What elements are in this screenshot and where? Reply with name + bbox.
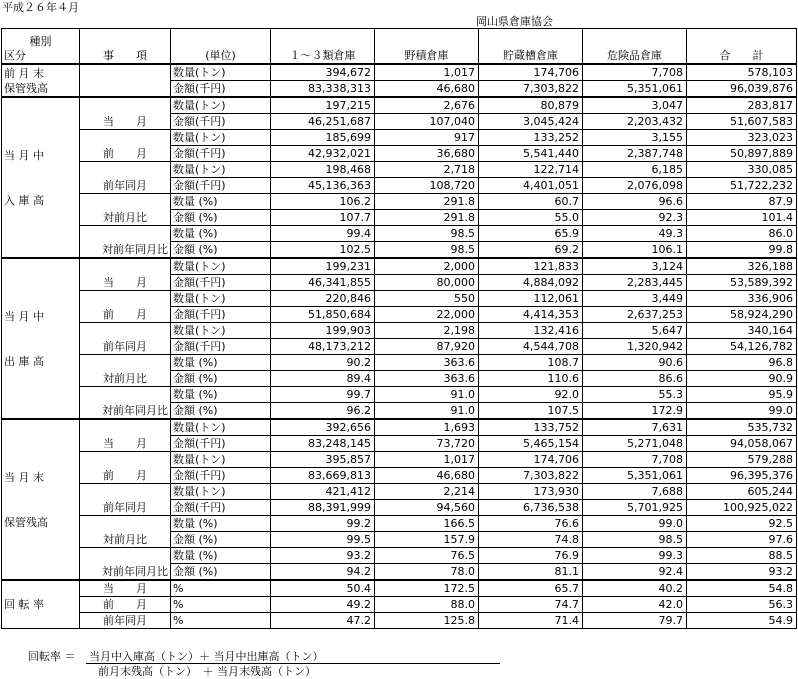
item-label: 対前月比 [80,516,171,548]
value-cell: 121,833 [479,258,583,275]
unit-cell: 金額(千円) [171,500,271,516]
table-row [2,419,797,436]
unit-cell: 金額 (%) [171,403,271,420]
value-cell: 99.2 [271,516,375,532]
value-cell: 5,271,048 [583,436,687,452]
value-cell: 1,017 [375,64,479,81]
value-cell: 49.3 [583,226,687,242]
value-cell: 106.1 [583,242,687,259]
header-col2: 野積倉庫 [375,29,479,65]
value-cell: 108.7 [479,355,583,371]
value-cell: 88.5 [687,548,797,564]
value-cell: 5,701,925 [583,500,687,516]
value-cell: 100,925,022 [687,500,797,516]
header-unit: (単位) [171,29,271,65]
value-cell: 1,693 [375,419,479,436]
value-cell: 3,047 [583,97,687,114]
value-cell: 112,061 [479,291,583,307]
value-cell: 89.4 [271,371,375,387]
value-cell: 326,188 [687,258,797,275]
section-label: 当 月 中 [4,309,44,323]
table-row [2,613,797,629]
unit-cell: % [171,580,271,597]
value-cell: 291.8 [375,194,479,210]
value-cell: 185,699 [271,130,375,146]
header-kind [2,29,80,65]
value-cell: 394,672 [271,64,375,81]
value-cell: 86.0 [687,226,797,242]
value-cell: 7,303,822 [479,468,583,484]
value-cell: 5,647 [583,323,687,339]
value-cell: 91.0 [375,403,479,420]
value-cell: 6,185 [583,162,687,178]
value-cell: 71.4 [479,613,583,629]
item-label: 対前年同月比 [80,226,171,259]
value-cell: 172.5 [375,580,479,597]
value-cell: 166.5 [375,516,479,532]
value-cell: 74.7 [479,597,583,613]
value-cell: 98.5 [375,226,479,242]
value-cell: 54,126,782 [687,339,797,355]
value-cell: 48,173,212 [271,339,375,355]
value-cell: 83,338,313 [271,81,375,98]
value-cell: 3,045,424 [479,114,583,130]
turnover-formula [28,650,324,678]
spacer [4,324,77,354]
value-cell: 97.6 [687,532,797,548]
item-label: 前 月 [80,130,171,162]
value-cell: 86.6 [583,371,687,387]
value-cell: 605,244 [687,484,797,500]
value-cell: 58,924,290 [687,307,797,323]
unit-cell: 金額 (%) [171,371,271,387]
value-cell: 80,000 [375,275,479,291]
value-cell: 92.0 [479,387,583,403]
organization-name: 岡山県倉庫協会 [476,15,553,28]
value-cell: 7,708 [583,64,687,81]
value-cell: 108,720 [375,178,479,194]
section-in [2,97,80,258]
unit-cell: 数量 (%) [171,387,271,403]
value-cell: 1,017 [375,452,479,468]
value-cell: 46,251,687 [271,114,375,130]
value-cell: 56.3 [687,597,797,613]
value-cell: 7,708 [583,452,687,468]
value-cell: 3,124 [583,258,687,275]
value-cell: 96.2 [271,403,375,420]
unit-cell: 数量(トン) [171,323,271,339]
unit-cell: 金額 (%) [171,242,271,259]
spacer [4,485,77,515]
value-cell: 3,155 [583,130,687,146]
unit-cell: 数量 (%) [171,516,271,532]
table-row [2,194,797,210]
table-row [2,258,797,275]
item-label: 当 月 [80,580,171,597]
table-row [2,516,797,532]
item-label: 当 月 [80,258,171,291]
table-row [2,64,797,81]
value-cell: 95.9 [687,387,797,403]
value-cell: 1,320,942 [583,339,687,355]
value-cell: 4,884,092 [479,275,583,291]
unit-cell: % [171,613,271,629]
value-cell: 283,817 [687,97,797,114]
section-label: 保管残高 [4,515,48,529]
value-cell: 74.8 [479,532,583,548]
value-cell: 102.5 [271,242,375,259]
value-cell: 421,412 [271,484,375,500]
value-cell: 2,203,432 [583,114,687,130]
value-cell: 157.9 [375,532,479,548]
value-cell: 2,198 [375,323,479,339]
table-row [2,97,797,114]
item-label: 対前月比 [80,194,171,226]
value-cell: 93.2 [687,564,797,581]
value-cell: 340,164 [687,323,797,339]
value-cell: 132,416 [479,323,583,339]
value-cell: 2,000 [375,258,479,275]
unit-cell: 金額 (%) [171,210,271,226]
value-cell: 133,252 [479,130,583,146]
value-cell: 83,248,145 [271,436,375,452]
unit-cell: 数量(トン) [171,130,271,146]
item-label: 前年同月 [80,323,171,355]
table-row [2,548,797,564]
value-cell: 40.2 [583,580,687,597]
value-cell: 42,932,021 [271,146,375,162]
value-cell: 96.6 [583,194,687,210]
value-cell: 51,722,232 [687,178,797,194]
value-cell: 5,351,061 [583,468,687,484]
value-cell: 535,732 [687,419,797,436]
value-cell: 172.9 [583,403,687,420]
value-cell: 6,736,538 [479,500,583,516]
value-cell: 91.0 [375,387,479,403]
value-cell: 4,544,708 [479,339,583,355]
table-row [2,130,797,146]
table-row [2,387,797,403]
value-cell: 99.8 [687,242,797,259]
value-cell: 87.9 [687,194,797,210]
unit-cell: 数量 (%) [171,226,271,242]
item-label: 前年同月 [80,484,171,516]
value-cell: 578,103 [687,64,797,81]
header-col4: 危険品倉庫 [583,29,687,65]
value-cell: 7,303,822 [479,81,583,98]
value-cell: 4,414,353 [479,307,583,323]
value-cell: 73,720 [375,436,479,452]
value-cell: 88.0 [375,597,479,613]
value-cell: 55.0 [479,210,583,226]
value-cell: 98.5 [583,532,687,548]
table-row [2,355,797,371]
unit-cell: 金額 (%) [171,532,271,548]
item-label: 前 月 [80,597,171,613]
value-cell: 2,076,098 [583,178,687,194]
value-cell: 5,541,440 [479,146,583,162]
unit-cell: 数量 (%) [171,355,271,371]
table-row [2,580,797,597]
formula-numerator: 当月中入庫高（トン）＋ 当月中出庫高（トン） [89,650,324,663]
value-cell: 96.8 [687,355,797,371]
value-cell: 81.1 [479,564,583,581]
table-row [2,162,797,178]
value-cell: 54.8 [687,580,797,597]
unit-cell: 金額(千円) [171,339,271,355]
value-cell: 76.9 [479,548,583,564]
header-kind-line2: 区分 [4,49,26,62]
section-label: 前 月 末 [4,66,44,80]
item-blank [80,64,171,97]
value-cell: 92.3 [583,210,687,226]
item-label: 当 月 [80,419,171,452]
table-row [2,291,797,307]
item-label: 前年同月 [80,162,171,194]
value-cell: 2,214 [375,484,479,500]
value-cell: 330,085 [687,162,797,178]
unit-cell: 数量(トン) [171,162,271,178]
value-cell: 174,706 [479,452,583,468]
value-cell: 197,215 [271,97,375,114]
unit-cell: 金額(千円) [171,178,271,194]
value-cell: 579,288 [687,452,797,468]
header-col3: 貯蔵槽倉庫 [479,29,583,65]
section-end [2,419,80,580]
unit-cell: % [171,597,271,613]
value-cell: 125.8 [375,613,479,629]
value-cell: 46,341,855 [271,275,375,291]
value-cell: 92.5 [687,516,797,532]
value-cell: 107.7 [271,210,375,226]
unit-cell: 金額(千円) [171,307,271,323]
item-label: 対前月比 [80,355,171,387]
table-row [2,597,797,613]
value-cell: 46,680 [375,81,479,98]
value-cell: 98.5 [375,242,479,259]
value-cell: 80,879 [479,97,583,114]
value-cell: 199,903 [271,323,375,339]
value-cell: 173,930 [479,484,583,500]
value-cell: 78.0 [375,564,479,581]
value-cell: 45,136,363 [271,178,375,194]
formula-denominator: 前月末残高（トン） ＋ 当月末残高（トン） [98,665,316,678]
section-label: 出 庫 高 [4,354,44,368]
unit-cell: 数量(トン) [171,64,271,81]
value-cell: 83,669,813 [271,468,375,484]
value-cell: 336,906 [687,291,797,307]
value-cell: 50,897,889 [687,146,797,162]
value-cell: 2,718 [375,162,479,178]
value-cell: 99.4 [271,226,375,242]
value-cell: 2,283,445 [583,275,687,291]
value-cell: 92.4 [583,564,687,581]
value-cell: 107,040 [375,114,479,130]
value-cell: 42.0 [583,597,687,613]
section-prev_end [2,64,80,97]
unit-cell: 数量(トン) [171,291,271,307]
item-label: 対前年同月比 [80,548,171,581]
value-cell: 174,706 [479,64,583,81]
section-label: 入 庫 高 [4,193,44,207]
value-cell: 46,680 [375,468,479,484]
table-row [2,323,797,339]
item-label: 対前年同月比 [80,387,171,420]
value-cell: 99.7 [271,387,375,403]
unit-cell: 金額(千円) [171,114,271,130]
value-cell: 2,387,748 [583,146,687,162]
item-label: 前 月 [80,291,171,323]
value-cell: 363.6 [375,371,479,387]
value-cell: 199,231 [271,258,375,275]
value-cell: 94,058,067 [687,436,797,452]
value-cell: 101.4 [687,210,797,226]
section-label: 当 月 末 [4,470,44,484]
unit-cell: 数量(トン) [171,97,271,114]
value-cell: 122,714 [479,162,583,178]
value-cell: 291.8 [375,210,479,226]
formula-lhs: 回転率 ＝ [28,650,76,663]
value-cell: 50.4 [271,580,375,597]
value-cell: 917 [375,130,479,146]
header-kind-line1: 種別 [29,35,52,48]
value-cell: 47.2 [271,613,375,629]
value-cell: 106.2 [271,194,375,210]
value-cell: 99.0 [687,403,797,420]
value-cell: 133,752 [479,419,583,436]
header-item: 事 項 [80,29,171,65]
unit-cell: 数量(トン) [171,484,271,500]
value-cell: 88,391,999 [271,500,375,516]
unit-cell: 数量(トン) [171,452,271,468]
value-cell: 22,000 [375,307,479,323]
value-cell: 392,656 [271,419,375,436]
value-cell: 87,920 [375,339,479,355]
value-cell: 110.6 [479,371,583,387]
section-turn [2,580,80,629]
value-cell: 55.3 [583,387,687,403]
value-cell: 94,560 [375,500,479,516]
section-out [2,258,80,419]
value-cell: 65.7 [479,580,583,597]
unit-cell: 数量 (%) [171,194,271,210]
value-cell: 90.2 [271,355,375,371]
value-cell: 2,637,253 [583,307,687,323]
value-cell: 395,857 [271,452,375,468]
value-cell: 76.5 [375,548,479,564]
value-cell: 51,607,583 [687,114,797,130]
spacer [4,163,77,193]
value-cell: 51,850,684 [271,307,375,323]
value-cell: 99.0 [583,516,687,532]
value-cell: 198,468 [271,162,375,178]
value-cell: 65.9 [479,226,583,242]
value-cell: 60.7 [479,194,583,210]
value-cell: 90.6 [583,355,687,371]
value-cell: 99.3 [583,548,687,564]
value-cell: 107.5 [479,403,583,420]
section-label: 回 転 率 [4,598,44,611]
table-row [2,452,797,468]
value-cell: 3,449 [583,291,687,307]
value-cell: 363.6 [375,355,479,371]
warehouse-stats-table [1,28,797,629]
unit-cell: 金額(千円) [171,275,271,291]
unit-cell: 数量(トン) [171,419,271,436]
value-cell: 4,401,051 [479,178,583,194]
value-cell: 36,680 [375,146,479,162]
item-label: 前 月 [80,452,171,484]
value-cell: 2,676 [375,97,479,114]
value-cell: 54.9 [687,613,797,629]
value-cell: 7,631 [583,419,687,436]
table-row [2,484,797,500]
value-cell: 49.2 [271,597,375,613]
value-cell: 53,589,392 [687,275,797,291]
header-col1: １～３類倉庫 [271,29,375,65]
unit-cell: 金額(千円) [171,436,271,452]
unit-cell: 数量(トン) [171,258,271,275]
header-col5: 合 計 [687,29,797,65]
section-label: 当 月 中 [4,148,44,162]
item-label: 前年同月 [80,613,171,629]
section-label: 保管残高 [4,81,48,95]
unit-cell: 金額(千円) [171,81,271,98]
table-row [2,226,797,242]
value-cell: 90.9 [687,371,797,387]
value-cell: 220,846 [271,291,375,307]
value-cell: 5,351,061 [583,81,687,98]
unit-cell: 金額 (%) [171,564,271,581]
unit-cell: 金額(千円) [171,468,271,484]
value-cell: 99.5 [271,532,375,548]
formula-divider [86,663,500,664]
value-cell: 550 [375,291,479,307]
value-cell: 96,395,376 [687,468,797,484]
item-label: 当 月 [80,97,171,130]
unit-cell: 数量 (%) [171,548,271,564]
value-cell: 323,023 [687,130,797,146]
unit-cell: 金額(千円) [171,146,271,162]
value-cell: 7,688 [583,484,687,500]
value-cell: 5,465,154 [479,436,583,452]
value-cell: 76.6 [479,516,583,532]
value-cell: 69.2 [479,242,583,259]
report-date: 平成２６年４月 [2,1,79,14]
value-cell: 93.2 [271,548,375,564]
value-cell: 79.7 [583,613,687,629]
value-cell: 94.2 [271,564,375,581]
value-cell: 96,039,876 [687,81,797,98]
